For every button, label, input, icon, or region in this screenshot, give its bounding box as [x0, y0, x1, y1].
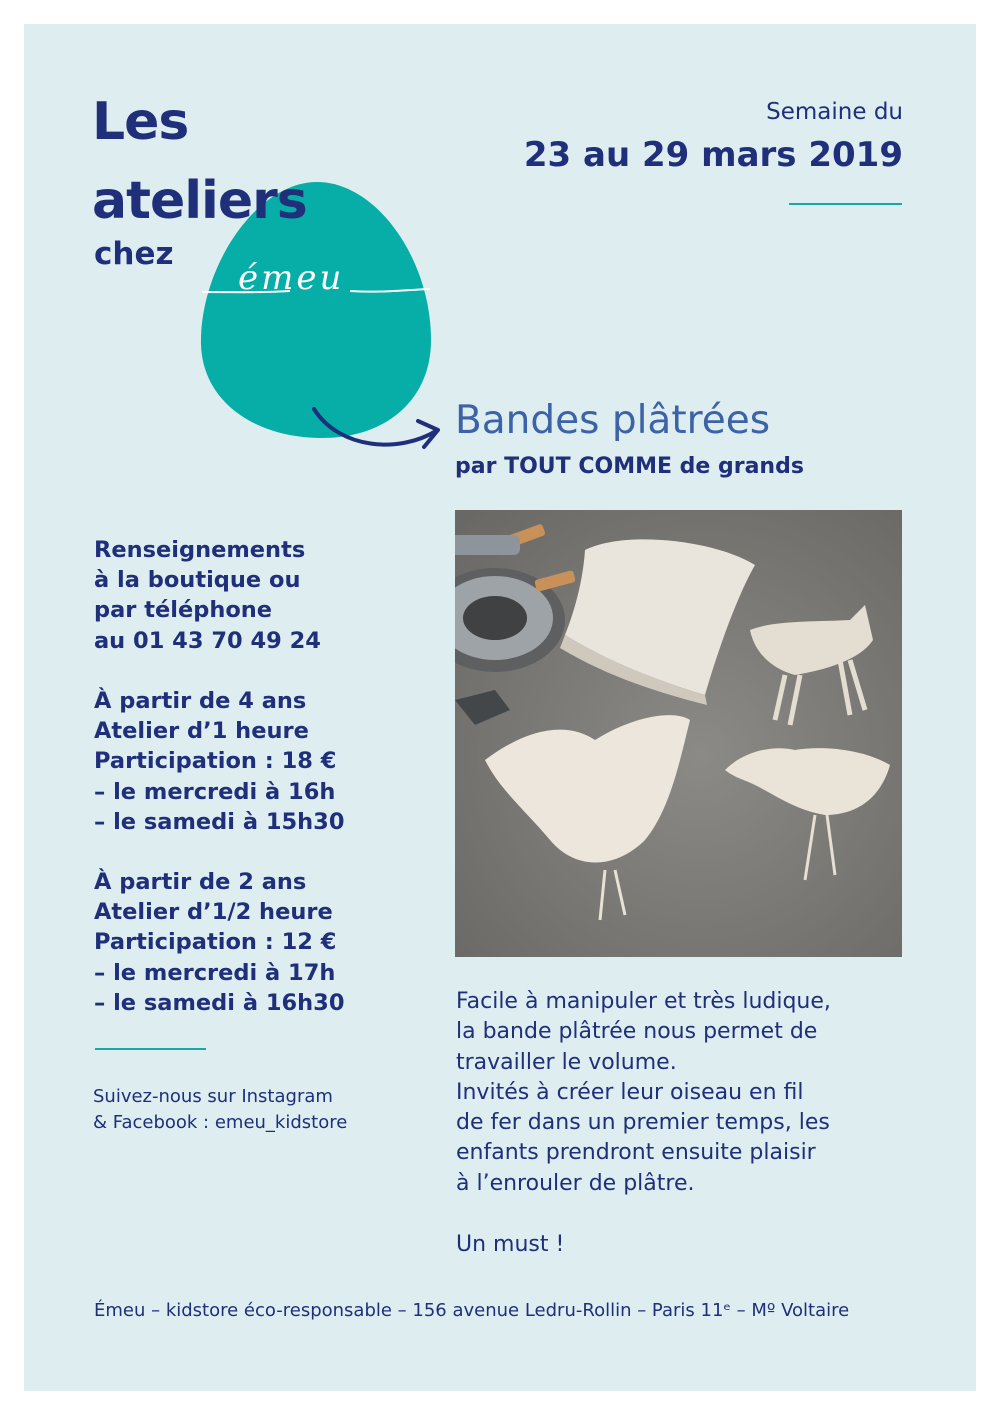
week-label: Semaine du: [766, 99, 903, 125]
contact-line: par téléphone: [94, 597, 273, 624]
title-ateliers: ateliers: [92, 171, 307, 231]
description-line: enfants prendront ensuite plaisir: [456, 1140, 816, 1166]
contact-info: [94, 535, 321, 656]
session-age: À partir de 2 ans: [94, 869, 307, 895]
session-age: À partir de 4 ans: [94, 688, 307, 714]
social-info: [93, 1084, 347, 1136]
session-time: – le mercredi à 17h: [94, 959, 336, 986]
week-dates: 23 au 29 mars 2019: [523, 135, 903, 175]
contact-phone: au 01 43 70 49 24: [94, 627, 321, 654]
workshop-photo: [455, 510, 902, 957]
title-chez: chez: [94, 236, 174, 272]
description-line: la bande plâtrée nous permet de: [456, 1019, 818, 1045]
social-line: Suivez-nous sur Instagram: [93, 1086, 333, 1107]
session-4-years: [94, 686, 344, 837]
session-time: – le mercredi à 16h: [94, 778, 336, 805]
workshop-description: [456, 987, 831, 1199]
social-handle: & Facebook : emeu_kidstore: [93, 1112, 348, 1133]
header-divider: [789, 203, 902, 205]
logo-script-text: émeu: [238, 258, 345, 298]
description-line: Facile à manipuler et très ludique,: [456, 989, 831, 1014]
info-divider: [95, 1048, 206, 1050]
contact-line: Renseignements: [94, 537, 306, 563]
description-closing: Un must !: [456, 1232, 565, 1257]
description-line: Invités à créer leur oiseau en fil: [456, 1079, 804, 1105]
workshop-title: Bandes plâtrées: [455, 398, 771, 443]
contact-line: à la boutique ou: [94, 567, 301, 594]
workshop-subtitle: par TOUT COMME de grands: [455, 454, 804, 479]
footer-address: Émeu – kidstore éco-responsable – 156 avenue Ledru-Rollin – Paris 11ᵉ – Mº Voltaire: [94, 1300, 850, 1321]
session-price: Participation : 12 €: [94, 929, 337, 956]
session-time: – le samedi à 16h30: [94, 989, 345, 1016]
session-2-years: [94, 867, 344, 1018]
description-line: à l’enrouler de plâtre.: [456, 1170, 695, 1196]
session-price: Participation : 18 €: [94, 748, 337, 775]
session-duration: Atelier d’1 heure: [94, 718, 309, 745]
curved-arrow-icon: [300, 395, 450, 465]
description-line: de fer dans un premier temps, les: [456, 1110, 830, 1136]
title-les: Les: [92, 92, 189, 152]
session-duration: Atelier d’1/2 heure: [94, 899, 333, 926]
session-time: – le samedi à 15h30: [94, 808, 345, 835]
description-line: travailler le volume.: [456, 1049, 677, 1075]
